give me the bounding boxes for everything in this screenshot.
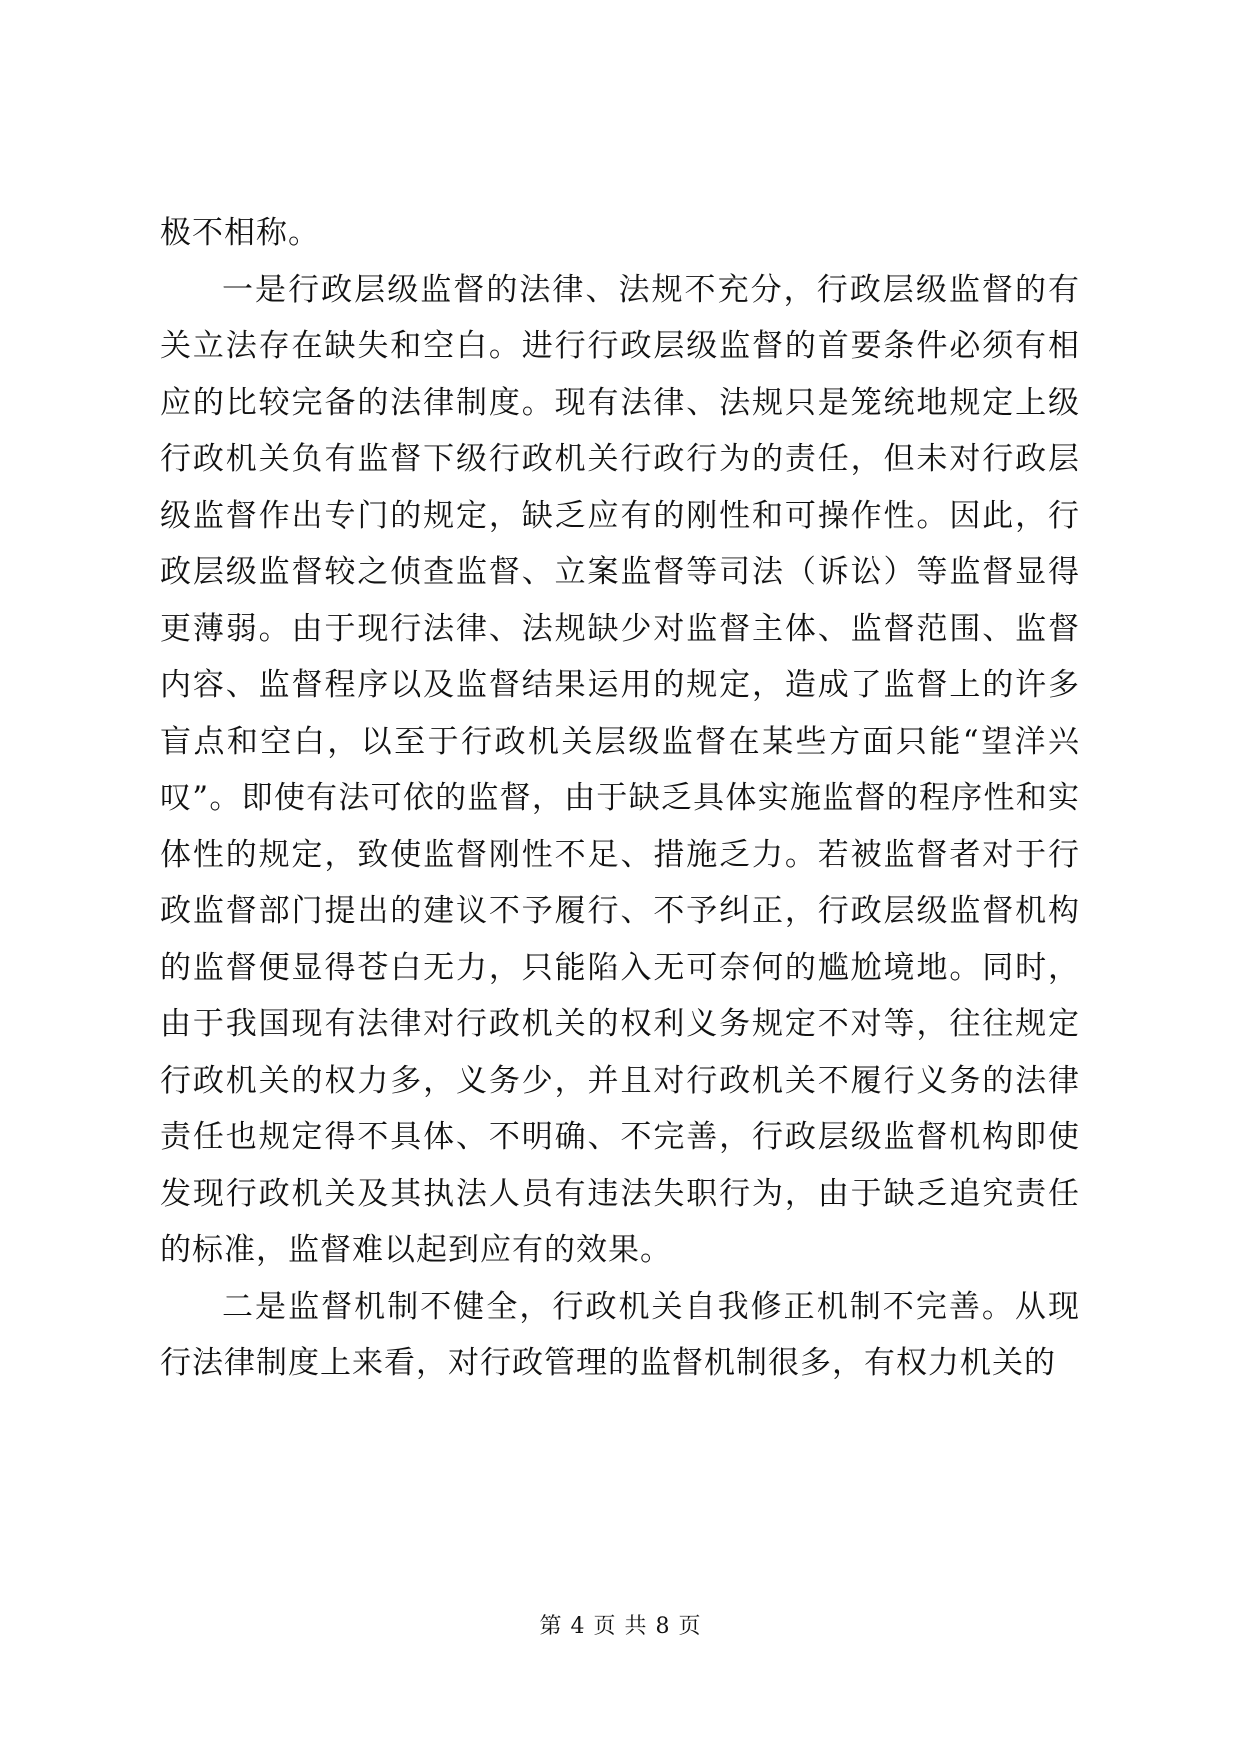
- paragraph-1: 极不相称。: [160, 215, 320, 251]
- body-text: [160, 205, 1080, 1392]
- page-number-footer: 第 4 页 共 8 页: [539, 1614, 702, 1639]
- paragraph-2: 一是行政层级监督的法律、法规不充分，行政层级监督的有关立法存在缺失和空白。进行行政层级监督的首要条件必须有相应的比较完备的法律制度。现有法律、法规只是笼统地规定上级行政机关负有监督下级行政机关行政行为的责任，但未对行政层级监督作出专门的规定，缺乏应有的刚性和可操作性。因此，行政层级监督较之侦查监督、立案监督等司法（诉讼）等监督显得更薄弱。由于现行法律、法规缺少对监督主体、监督范围、监督内容、监督程序以及监督结果运用的规定，造成了监督上的许多盲点和空白，以至于行政机关层级监督在某些方面只能“望洋兴叹”。即使有法可依的监督，由于缺乏具体实施监督的程序性和实体性的规定，致使监督刚性不足、措施乏力。若被监督者对于行政监督部门提出的建议不予履行、不予纠正，行政层级监督机构的监督便显得苍白无力，只能陷入无可奈何的尴尬境地。同时，由于我国现有法律对行政机关的权利义务规定不对等，往往规定行政机关的权力多，义务少，并且对行政机关不履行义务的法律责任也规定得不具体、不明确、不完善，行政层级监督机构即使发现行政机关及其执法人员有违法失职行为，由于缺乏追究责任的标准，监督难以起到应有的效果。: [160, 271, 1080, 1268]
- paragraph-3: 二是监督机制不健全，行政机关自我修正机制不完善。从现行法律制度上来看，对行政管理的监督机制很多，有权力机关的: [160, 1288, 1080, 1381]
